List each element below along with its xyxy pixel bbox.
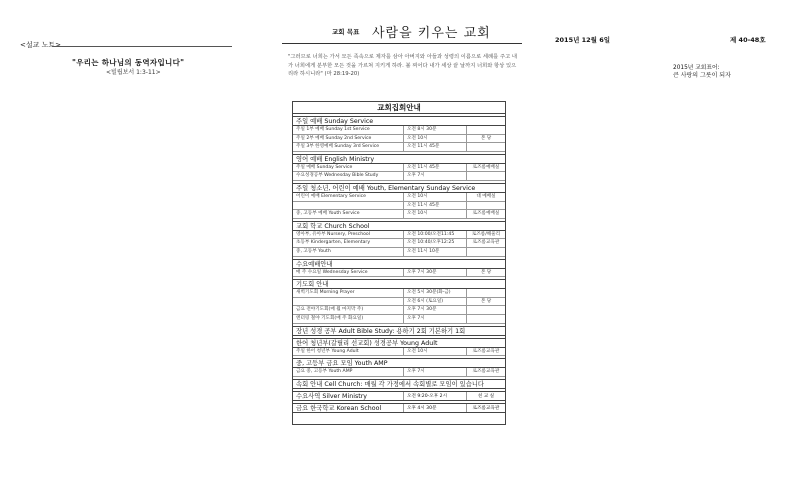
divider [52, 46, 232, 47]
schedule-row [293, 248, 505, 257]
service-time: 오전 9:20-오후 2시 [404, 392, 467, 400]
bulletin-date: 2015년 12월 6일 [555, 36, 611, 44]
motto-label: 2015년 교회표어: [673, 65, 720, 71]
service-time: 오전 10시 [404, 135, 467, 143]
section-heading-label: 금요 한국학교 Korean School [293, 404, 404, 412]
service-name: 주일 1부 예배 Sunday 1st Service [293, 126, 404, 134]
schedule-row [293, 315, 505, 324]
schedule-row [293, 143, 505, 152]
section-heading: 주일 예배 Sunday Service [293, 116, 505, 126]
schedule-row [293, 306, 505, 315]
section-heading [293, 391, 505, 401]
service-name: 주일 3부 한영예배 Sunday 3rd Service [293, 143, 404, 151]
service-location: 본 당 [480, 298, 492, 304]
service-location [467, 143, 505, 151]
service-time: 오후 7시 [404, 368, 467, 376]
service-location: 친 교 실 [477, 393, 495, 399]
schedule-row [293, 135, 505, 144]
section-heading: 영어 예배 English Ministry [293, 154, 505, 164]
service-time: 오전 11시 45분 [404, 164, 467, 172]
service-location [467, 289, 505, 297]
schedule-row [293, 231, 505, 240]
schedule-row [293, 193, 505, 202]
service-name: 새벽기도회 Morning Prayer [293, 289, 404, 297]
service-location: 로즈룸예배실 [472, 211, 500, 217]
service-name: 금요 전야기도회(매 월 마지막 주) [293, 306, 404, 314]
service-location: 로즈룸교육관 [472, 405, 500, 411]
section-heading: 속회 안내 Cell Church: 매월 각 가정에서 속회별로 모임이 있습니다 [293, 379, 505, 389]
service-location [467, 248, 505, 256]
section-heading [293, 403, 505, 413]
service-name: 매 주 수요일 Wednesday Service [293, 269, 404, 277]
service-guide-table [292, 101, 506, 425]
service-name: 주일 예배 Sunday Service [293, 164, 404, 172]
schedule-row [293, 164, 505, 173]
section-heading: 수요예배안내 [293, 259, 505, 269]
church-motto: 큰 사랑의 그릇이 되자 [673, 72, 731, 79]
service-time: 오전 10시 [404, 348, 467, 356]
section-heading: 한어 청년부(갈릴리 선교회) 성경공부 Young Adult [293, 338, 505, 348]
service-location: 대 예배실 [476, 193, 496, 199]
service-name [293, 202, 404, 210]
service-location: 본 당 [480, 135, 492, 141]
service-time: 오후 7시 30분 [404, 306, 467, 314]
service-name: 영아부, 유아부 Nursery, Preschool [293, 231, 404, 239]
service-time: 오전 5시 30분(화-금) [404, 289, 467, 297]
schedule-row [293, 239, 505, 248]
service-name: 어린이 예배 Elementary Service [293, 193, 404, 201]
service-name: 주일 2부 예배 Sunday 2nd Service [293, 135, 404, 143]
service-name: 금요 중, 고등부 Youth AMP [293, 368, 404, 376]
service-time: 오전 11시 10분 [404, 248, 467, 256]
issue-number: 제 40-48호 [730, 36, 766, 44]
section-heading: 기도회 안내 [293, 279, 505, 289]
service-time: 오후 7시 30분 [404, 269, 467, 277]
service-time: 오전 11시 45분 [404, 143, 467, 151]
service-name: 엔터링 철야 기도회(매 주 화요일) [293, 315, 404, 323]
schedule-row [293, 298, 505, 307]
service-time: 오후 7시 [404, 172, 467, 180]
sermon-note-label: <설교 노트> [20, 41, 62, 49]
service-name: 주일 한어 청년부 Young Adult [293, 348, 404, 356]
service-time: 오전 11시 45분 [404, 202, 467, 210]
service-location: 본 당 [480, 269, 492, 275]
service-time: 오후 7시 [404, 315, 467, 323]
service-location [467, 315, 505, 323]
schedule-row [293, 368, 505, 377]
service-location: 로즈룸예배실 [472, 164, 500, 170]
schedule-row [293, 210, 505, 219]
scripture-quote: "그러므로 너희는 가서 모든 족속으로 제자를 삼아 아버지와 아들과 성령의 이름으로 세례를 주고 내가 너희에게 분부한 모든 것을 가르쳐 지키게 하라. 볼 찌어다 내가 세상 끝 날까지 너희와 항상 있으리라 하시니라" (마 28:19-20) [288, 54, 517, 78]
service-name: 중, 고등부 예배 Youth Service [293, 210, 404, 218]
service-name: 중, 고등부 Youth [293, 248, 404, 256]
service-location [467, 202, 505, 210]
service-location: 로즈룸교육관 [472, 348, 500, 354]
schedule-row [293, 126, 505, 135]
schedule-row [293, 202, 505, 211]
service-location: 로즈룸/해울리 [471, 231, 501, 237]
service-time: 오전 6시 (토요일) [404, 298, 467, 306]
section-heading: 교회 학교 Church School [293, 221, 505, 231]
schedule-row [293, 172, 505, 181]
schedule-row [293, 289, 505, 298]
divider [282, 43, 522, 44]
section-heading: 장년 성경 공부 Adult Bible Study: 용하기 2회 기본하기 1회 [293, 326, 505, 336]
section-heading-label: 수요사역 Silver Ministry [293, 392, 404, 400]
bulletin-label: 교회 목표 [332, 28, 360, 36]
schedule-row [293, 269, 505, 278]
section-heading: 중, 고등부 금요 모임 Youth AMP [293, 358, 505, 368]
sermon-verse: <빌립보서 1:3-11> [106, 69, 161, 76]
guide-title: 교회집회안내 [293, 102, 505, 114]
sermon-title: "우리는 하나님의 동역자입니다" [72, 58, 185, 67]
schedule-row [293, 348, 505, 357]
service-time: 오전 10:00/오전11:45 [404, 231, 467, 239]
service-time: 오전 10시 [404, 193, 467, 201]
service-time: 오전 8시 30분 [404, 126, 467, 134]
service-time: 오전 10시 [404, 210, 467, 218]
service-location: 로즈룸교육관 [472, 369, 500, 375]
church-slogan: 사람을 키우는 교회 [372, 26, 491, 41]
service-location: 로즈룸교육관 [472, 240, 500, 246]
service-time: 오전 10:40/오후12:25 [404, 239, 467, 247]
service-name: 수요성경공부 Wednesday Bible Study [293, 172, 404, 180]
section-heading: 주일 청소년, 어린이 예배 Youth, Elementary Sunday Service [293, 183, 505, 193]
service-location [467, 306, 505, 314]
service-name [293, 298, 404, 306]
service-location [467, 126, 505, 134]
service-location [467, 172, 505, 180]
service-name: 초등부 Kindergarten, Elementary [293, 239, 404, 247]
service-time: 오후 4시 30분 [404, 404, 467, 412]
